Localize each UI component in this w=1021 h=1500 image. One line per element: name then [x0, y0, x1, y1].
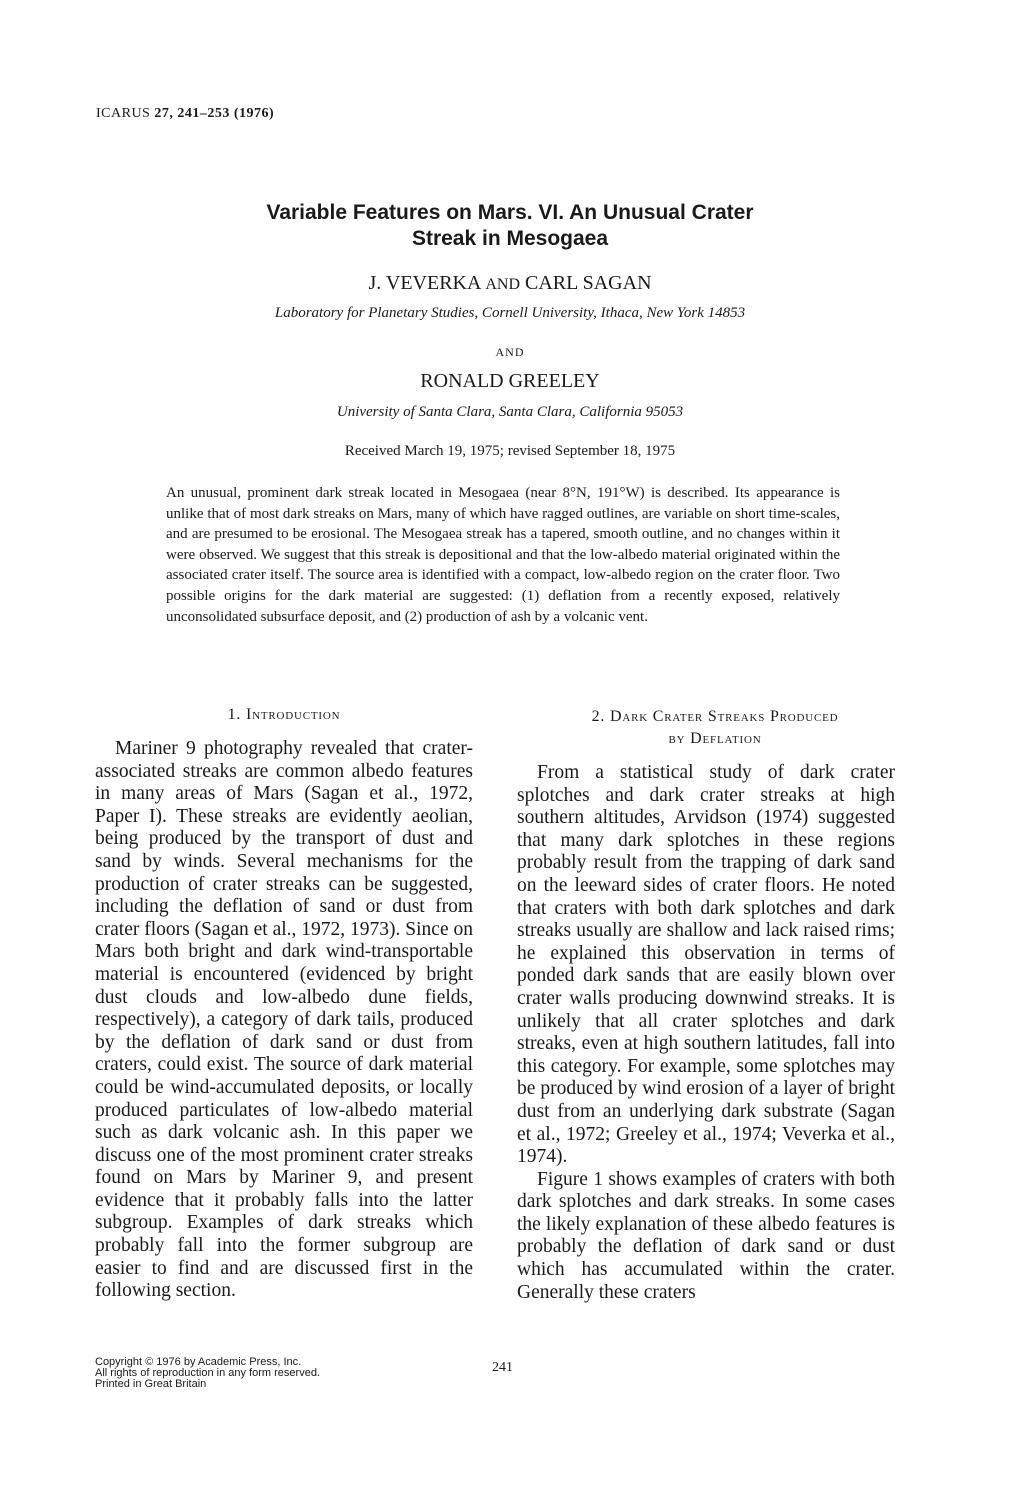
section-heading-dark-crater-streaks: [510, 706, 920, 750]
affiliation-santa-clara: University of Santa Clara, Santa Clara, California 95053: [336, 404, 684, 420]
rights-line: All rights of reproduction in any form reserved.: [95, 1367, 320, 1379]
paragraph: From a statistical study of dark crater splotches and dark crater streaks at high southern altitudes, Arvidson (1974) suggested that many dark splotches in these regions probably result from the trapping of dark sand on the leeward sides of crater floors. He noted that craters with both dark splotches and dark streaks usually are shallow and lack raised rims; he explained this observation in terms of ponded dark sands that are easily blown over crater walls producing downwind streaks. It is unlikely that all crater splotches and dark streaks, even at high southern latitudes, fall into this category. For example, some splotches may be produced by wind erosion of a layer of bright dust from an underlying dark substrate (Sagan et al., 1972; Greeley et al., 1974; Veverka et al., 1974).: [517, 762, 895, 1168]
journal-citation: 27, 241–253 (1976): [154, 106, 275, 121]
author-separator: AND: [495, 345, 525, 359]
paper-title: [120, 200, 900, 252]
abstract: An unusual, prominent dark streak located in Mesogaea (near 8°N, 191°W) is described. Its appearance is unlike that of most dark streaks on Mars, many of which have ragged outlines, are variable on short time-scales, and are presumed to be erosional. The Mesogaea streak has a tapered, smooth outline, and no changes within it were observed. We suggest that this streak is depositional and that the low-albedo material originated within the associated crater itself. The source area is identified with a compact, low-albedo region on the crater floor. Two possible origins for the dark material are suggested: (1) deflation from a recently exposed, relatively unconsolidated subsurface deposit, and (2) production of ash by a volcanic vent.: [166, 485, 840, 625]
author-conjunction: AND: [485, 276, 521, 293]
author-greeley: RONALD GREELEY: [420, 370, 600, 392]
journal-reference: [96, 106, 274, 122]
section-heading-introduction: 1. Introduction: [227, 706, 341, 723]
affiliation-cornell: Laboratory for Planetary Studies, Cornell University, Ithaca, New York 14853: [274, 305, 746, 321]
left-column: [95, 738, 473, 1303]
printed-line: Printed in Great Britain: [95, 1378, 207, 1390]
page-number: 241: [492, 1360, 513, 1375]
title-line-2: Streak in Mesogaea: [411, 227, 609, 250]
received-dates: Received March 19, 1975; revised September 18, 1975: [344, 443, 676, 459]
right-column: [517, 762, 895, 1304]
paragraph: Mariner 9 photography revealed that crater-associated streaks are common albedo features in many areas of Mars (Sagan et al., 1972, Paper I). These streaks are evidently aeolian, being produced by the transport of dust and sand by winds. Several mechanisms for the production of crater streaks can be suggested, including the deflation of sand or dust from crater floors (Sagan et al., 1972, 1973). Since on Mars both bright and dark wind-transportable material is encountered (evidenced by bright dust clouds and low-albedo dune fields, respectively), a category of dark tails, produced by the deflation of dark sand or dust from craters, could exist. The source of dark material could be wind-accumulated deposits, or locally produced particulates of low-albedo material such as dark volcanic ash. In this paper we discuss one of the most prominent crater streaks found on Mars by Mariner 9, and present evidence that it probably falls into the latter subgroup. Examples of dark streaks which probably fall into the former subgroup are easier to find and are discussed first in the following section.: [95, 738, 473, 1302]
author-line-1: [120, 272, 900, 295]
copyright-notice: [95, 1357, 320, 1390]
copyright-line: Copyright © 1976 by Academic Press, Inc.: [95, 1356, 302, 1368]
author-sagan: CARL SAGAN: [525, 272, 652, 294]
journal-name: ICARUS: [96, 106, 151, 121]
author-veverka: J. VEVERKA: [368, 272, 481, 294]
paragraph: Figure 1 shows examples of craters with both dark splotches and dark streaks. In some cases the likely explanation of these albedo features is probably the deflation of dark sand or dust which has accumulated within the crater. Generally these craters: [517, 1168, 895, 1303]
heading-line-1: 2. Dark Crater Streaks Produced: [591, 708, 839, 725]
title-line-1: Variable Features on Mars. VI. An Unusual Crater: [266, 201, 754, 224]
heading-line-2: by Deflation: [668, 730, 762, 747]
